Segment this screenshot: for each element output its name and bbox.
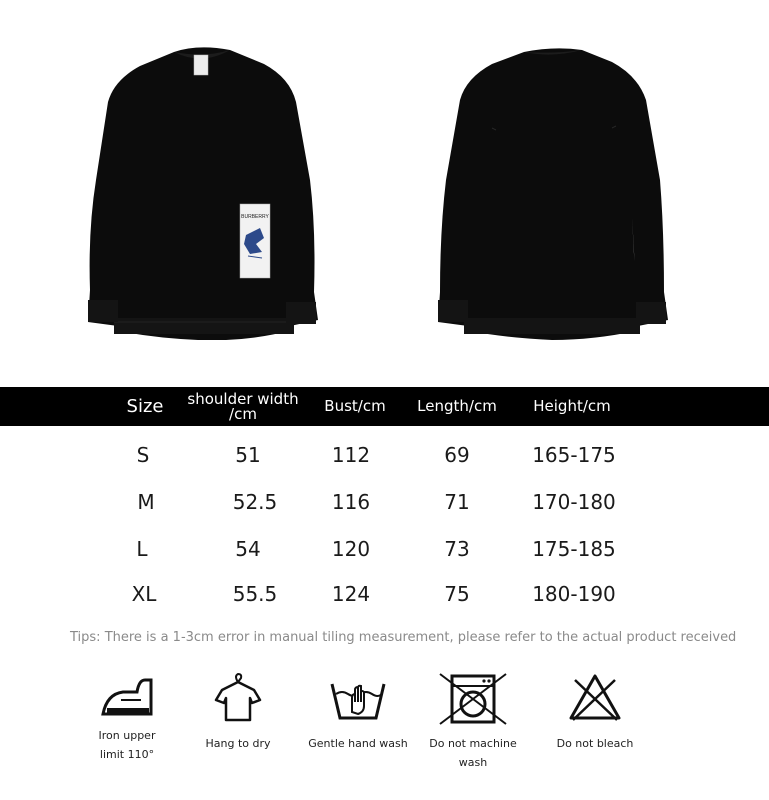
- length-cell: 73: [444, 537, 470, 561]
- header-shoulder-line1: shoulder width: [187, 389, 299, 408]
- care-label: Do not machine wash: [429, 737, 517, 769]
- measurement-tips: Tips: There is a 1-3cm error in manual tiling measurement, please refer to the actual product received: [70, 630, 737, 645]
- length-cell: 69: [444, 443, 470, 467]
- height-cell: 175-185: [532, 537, 616, 561]
- brand-patch: [240, 204, 270, 278]
- sweatshirt-front-image: [78, 30, 330, 340]
- height-cell: 165-175: [532, 443, 616, 467]
- bust-cell: 116: [331, 490, 371, 514]
- care-label: Hang to dry: [205, 737, 271, 750]
- shoulder-cell: 54: [235, 537, 261, 561]
- care-label-line2: limit 110°: [99, 748, 155, 761]
- size-cell: S: [136, 443, 150, 467]
- height-cell: 180-190: [532, 582, 616, 606]
- care-label-line1: Iron upper: [98, 729, 156, 742]
- size-table-header: [0, 387, 769, 426]
- bust-cell: 124: [331, 582, 371, 606]
- header-size: Size: [126, 396, 164, 417]
- table-row: [0, 534, 769, 564]
- header-shoulder-line2: /cm: [229, 404, 257, 423]
- hand-wash-icon: [328, 672, 388, 724]
- patch-brand-text: BURBERRY: [241, 214, 269, 220]
- size-cell: L: [136, 537, 148, 561]
- header-height: Height/cm: [533, 397, 611, 415]
- care-item-iron: [72, 672, 182, 764]
- length-cell: 75: [444, 582, 470, 606]
- sweatshirt-back-image: [432, 30, 674, 340]
- height-cell: 170-180: [532, 490, 616, 514]
- bust-cell: 120: [331, 537, 371, 561]
- care-label: Gentle hand wash: [308, 737, 408, 750]
- no-machine-wash-icon: [438, 672, 508, 726]
- care-item-no-machine-wash: [418, 672, 528, 772]
- care-label: [72, 726, 182, 764]
- table-row: [0, 487, 769, 517]
- shoulder-cell: 55.5: [232, 582, 278, 606]
- length-cell: 71: [444, 490, 470, 514]
- no-bleach-icon: [565, 672, 625, 724]
- iron-icon: [97, 672, 157, 722]
- shoulder-cell: 52.5: [232, 490, 278, 514]
- header-length: Length/cm: [417, 397, 497, 415]
- size-cell: M: [137, 490, 155, 514]
- care-item-hang-dry: [183, 672, 293, 753]
- care-label: Do not bleach: [556, 737, 634, 750]
- header-shoulder: [180, 387, 306, 426]
- bust-cell: 112: [331, 443, 371, 467]
- care-item-no-bleach: [540, 672, 650, 753]
- table-row: [0, 579, 769, 609]
- size-cell: XL: [131, 582, 157, 606]
- care-item-hand-wash: [303, 672, 413, 753]
- hang-dry-icon: [208, 672, 268, 724]
- shoulder-cell: 51: [235, 443, 261, 467]
- table-row: [0, 440, 769, 470]
- header-bust: Bust/cm: [324, 397, 386, 415]
